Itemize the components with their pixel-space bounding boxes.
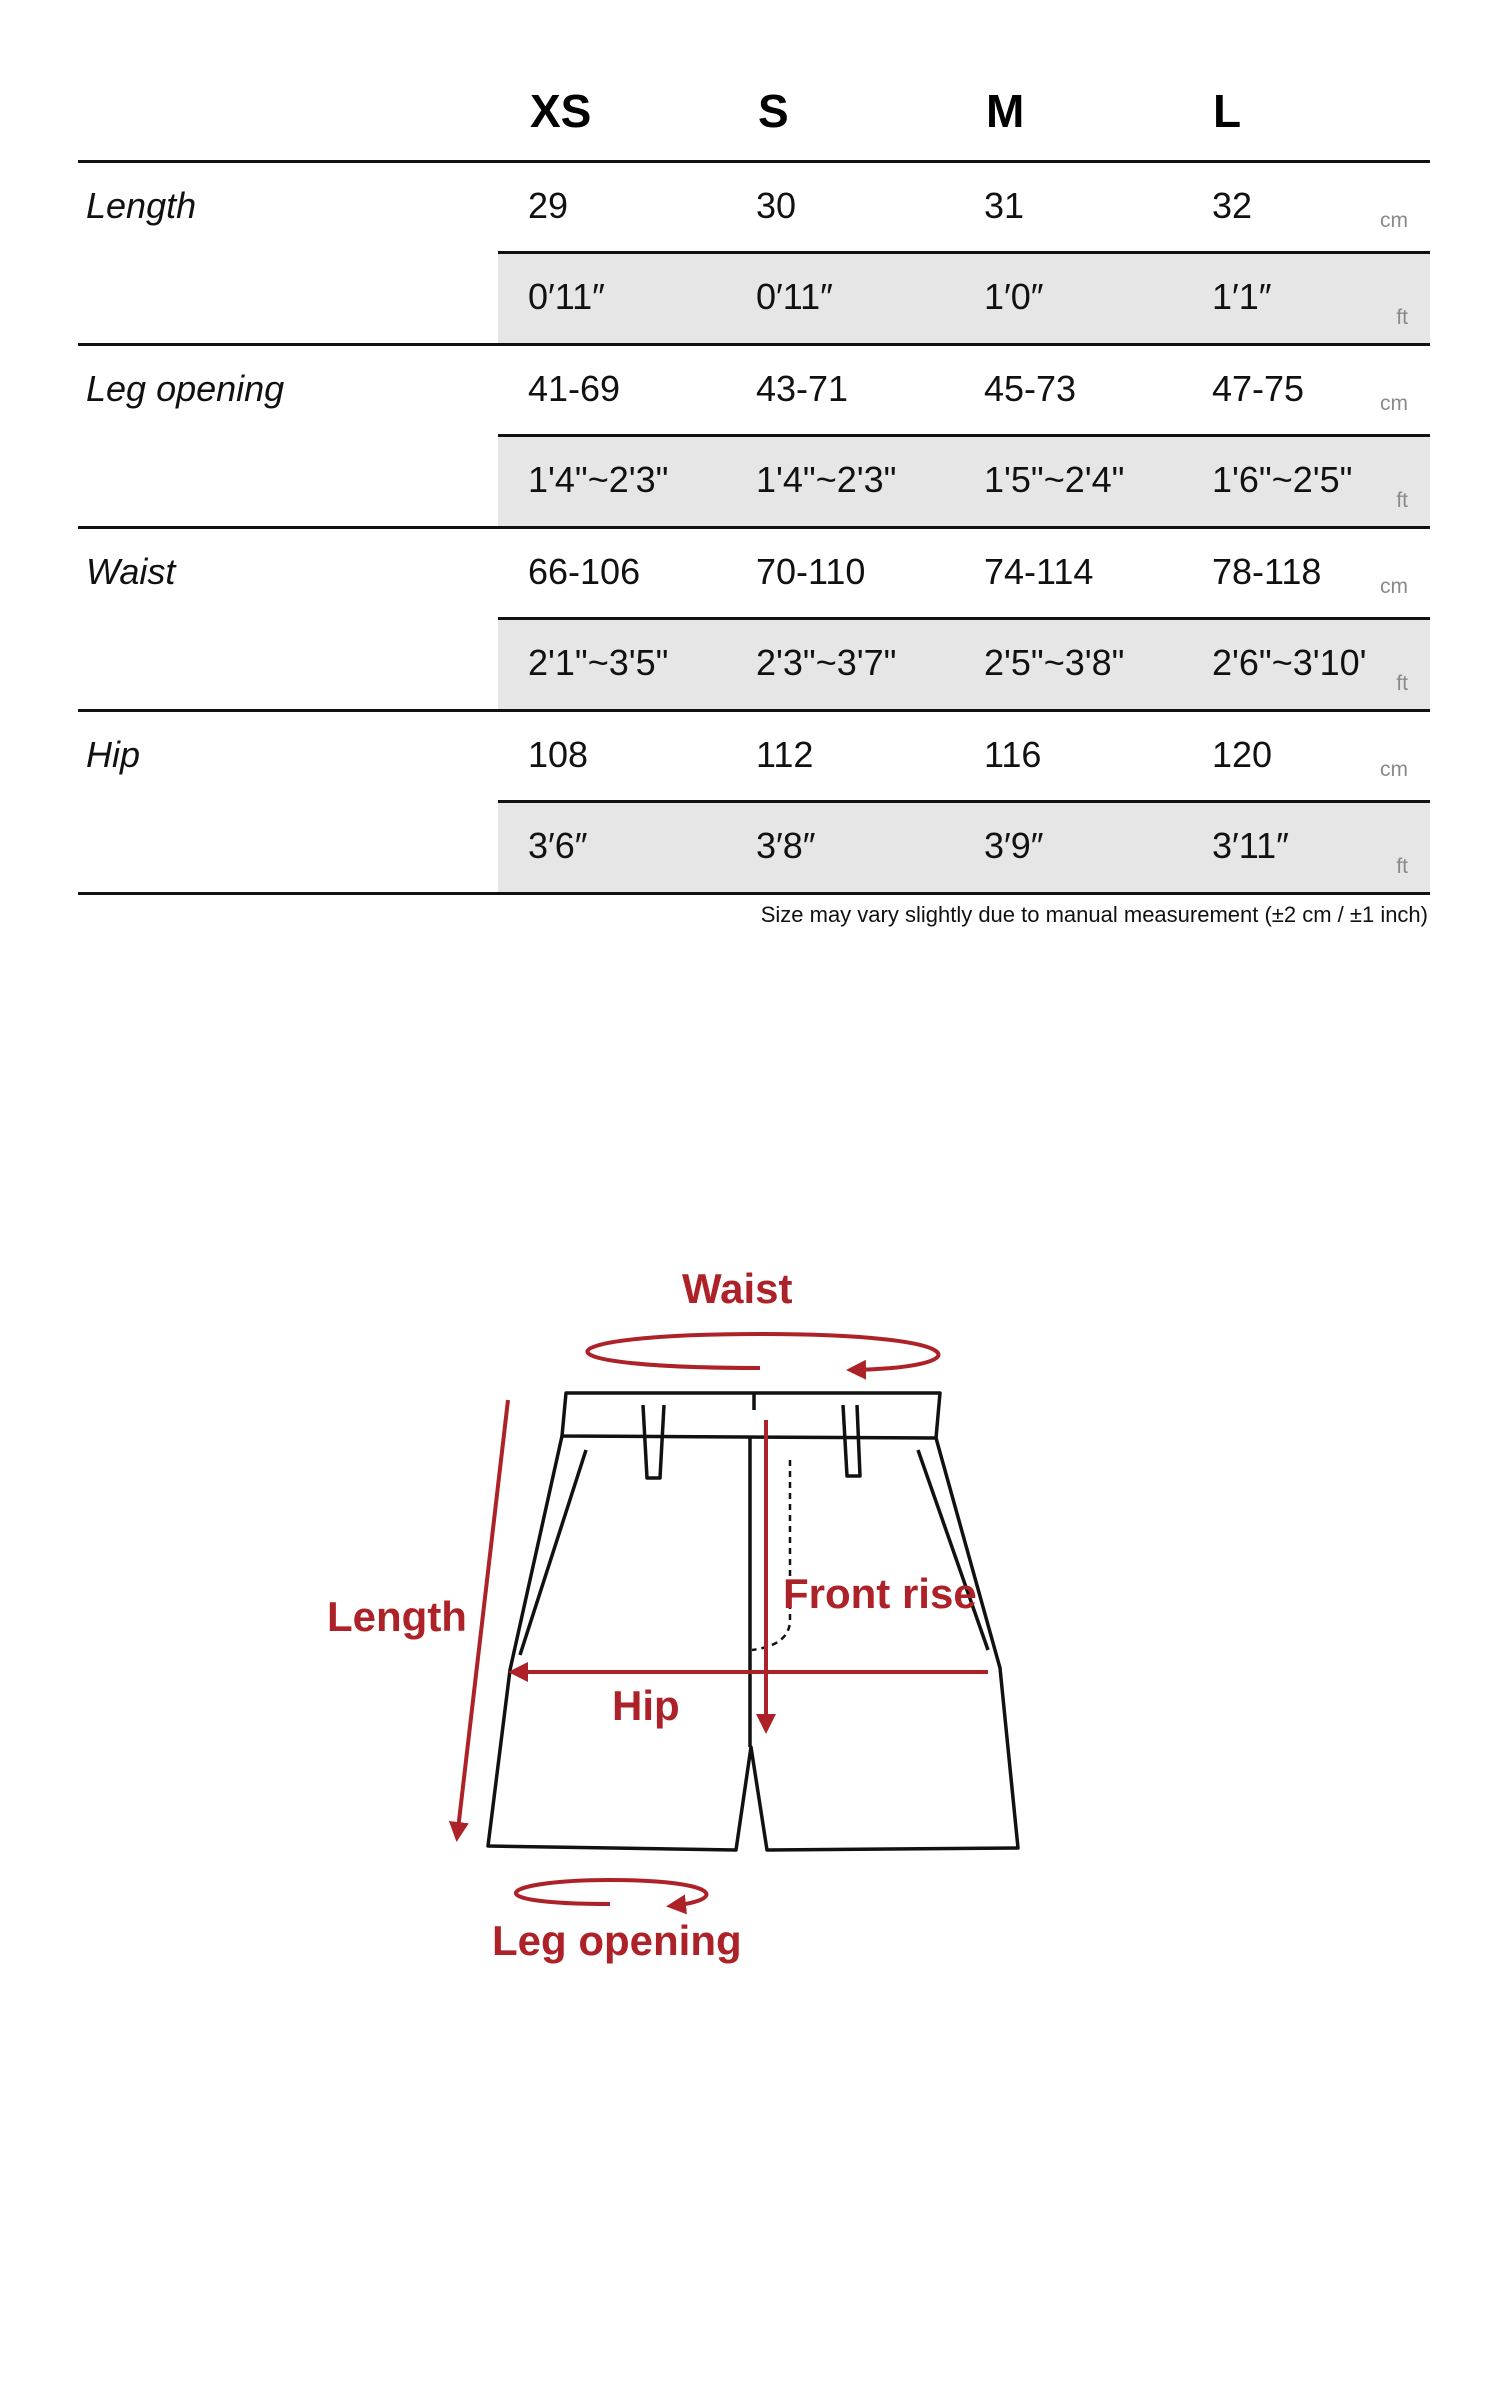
measurement-guides <box>457 1334 988 1906</box>
unit-label: ft <box>1396 489 1408 512</box>
value-cell: 112 <box>756 734 814 775</box>
measurement-label: Hip <box>86 734 141 775</box>
unit-label: ft <box>1396 855 1408 878</box>
value-cell: 1′0″ <box>984 276 1044 317</box>
unit-label: cm <box>1380 209 1408 232</box>
measurement-label: Waist <box>86 551 176 592</box>
cm-row <box>498 346 1430 437</box>
unit-label: ft <box>1396 672 1408 695</box>
ft-row <box>498 254 1430 343</box>
value-cell: 32 <box>1212 185 1253 226</box>
size-header-row <box>78 60 1430 163</box>
waistband <box>562 1393 940 1438</box>
size-header-l: L <box>1213 85 1242 137</box>
shorts-measurement-diagram <box>0 1240 1500 2000</box>
unit-label: ft <box>1396 306 1408 329</box>
value-cell: 66-106 <box>528 551 641 592</box>
value-cell: 2'5"~3'8" <box>984 642 1125 683</box>
leg-opening-arrow <box>516 1880 707 1906</box>
value-cell: 3′9″ <box>984 825 1044 866</box>
value-cell: 78-118 <box>1212 551 1322 592</box>
value-cell: 2'3"~3'7" <box>756 642 897 683</box>
measurement-group-length <box>78 163 1430 346</box>
value-cell: 29 <box>528 185 569 226</box>
ft-row <box>498 803 1430 892</box>
measurement-group-waist <box>78 529 1430 712</box>
unit-label: cm <box>1380 758 1408 781</box>
value-cell: 0′11″ <box>528 276 605 317</box>
hip-label: Hip <box>612 1682 680 1729</box>
value-cell: 74-114 <box>984 551 1094 592</box>
value-cell: 30 <box>756 185 797 226</box>
cm-row <box>498 712 1430 803</box>
value-cell: 43-71 <box>756 368 849 409</box>
measurement-label: Length <box>86 185 197 226</box>
value-cell: 31 <box>984 185 1025 226</box>
length-label: Length <box>327 1593 467 1640</box>
belt-loop-left <box>643 1405 664 1478</box>
value-cell: 1'6"~2'5" <box>1212 459 1353 500</box>
value-cell: 1'4"~2'3" <box>756 459 897 500</box>
fly-stitch <box>752 1460 790 1650</box>
unit-label: cm <box>1380 392 1408 415</box>
value-cell: 47-75 <box>1212 368 1305 409</box>
value-cell: 108 <box>528 734 589 775</box>
value-cell: 2'1"~3'5" <box>528 642 669 683</box>
pocket-right <box>918 1450 988 1650</box>
ft-row <box>498 620 1430 709</box>
waist-label: Waist <box>682 1265 793 1312</box>
cm-row <box>498 529 1430 620</box>
measurement-label: Leg opening <box>86 368 285 409</box>
value-cell: 1'4"~2'3" <box>528 459 669 500</box>
value-cell: 3′11″ <box>1212 825 1289 866</box>
measurement-group-leg-opening <box>78 346 1430 529</box>
size-header-xs: XS <box>530 85 592 137</box>
value-cell: 3′8″ <box>756 825 816 866</box>
size-chart-table <box>78 60 1430 895</box>
value-cell: 120 <box>1212 734 1273 775</box>
leg-opening-label: Leg opening <box>492 1917 742 1964</box>
waist-arrow <box>587 1334 938 1370</box>
size-header-s: S <box>758 85 789 137</box>
value-cell: 45-73 <box>984 368 1077 409</box>
size-header-m: M <box>986 85 1025 137</box>
ft-row <box>498 437 1430 526</box>
shorts-outline <box>488 1393 1018 1850</box>
cm-row <box>498 163 1430 254</box>
unit-label: cm <box>1380 575 1408 598</box>
measurement-note: Size may vary slightly due to manual measurement (±2 cm / ±1 inch) <box>760 902 1428 927</box>
value-cell: 116 <box>984 734 1042 775</box>
value-cell: 1'5"~2'4" <box>984 459 1125 500</box>
value-cell: 1′1″ <box>1212 276 1272 317</box>
shorts-illustration <box>0 1240 1500 2000</box>
measurement-group-hip <box>78 712 1430 895</box>
value-cell: 3′6″ <box>528 825 588 866</box>
value-cell: 70-110 <box>756 551 866 592</box>
front-rise-label: Front rise <box>783 1570 977 1617</box>
value-cell: 0′11″ <box>756 276 833 317</box>
value-cell: 2'6"~3'10' <box>1212 642 1367 683</box>
belt-loop-right <box>843 1405 860 1476</box>
shorts-body <box>488 1436 1018 1850</box>
value-cell: 41-69 <box>528 368 621 409</box>
